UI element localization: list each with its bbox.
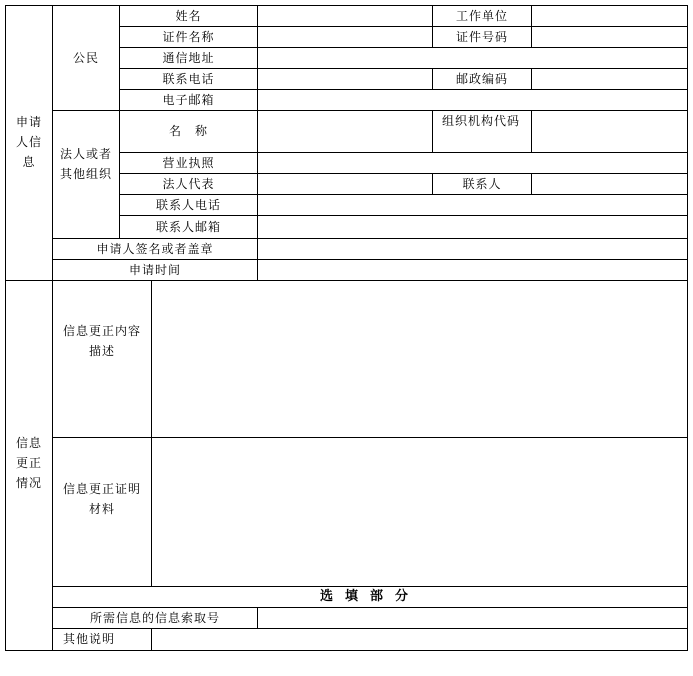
notes-field[interactable] bbox=[152, 629, 687, 650]
legal-rep-label: 法人代表 bbox=[162, 177, 215, 191]
name-field[interactable] bbox=[258, 6, 432, 26]
address-label: 通信地址 bbox=[162, 51, 215, 65]
divider bbox=[432, 110, 433, 152]
workplace-label: 工作单位 bbox=[455, 9, 508, 23]
postcode-field[interactable] bbox=[532, 69, 687, 89]
contact-field[interactable] bbox=[532, 174, 687, 194]
correction-section-label: 信息更正情况 bbox=[15, 436, 42, 490]
contact-email-field[interactable] bbox=[258, 216, 687, 238]
notes-label: 其他说明 bbox=[62, 632, 115, 646]
index-label: 所需信息的信息索取号 bbox=[89, 611, 220, 625]
contact-phone-label: 联系人电话 bbox=[155, 198, 221, 212]
contact-label: 联系人 bbox=[462, 177, 502, 191]
org-name-field[interactable] bbox=[258, 111, 432, 152]
license-field[interactable] bbox=[258, 153, 687, 173]
signature-label: 申请人签名或者盖章 bbox=[96, 242, 214, 256]
signature-field[interactable] bbox=[258, 239, 687, 259]
org-code-label: 组织机构代码 bbox=[441, 114, 520, 128]
address-field[interactable] bbox=[258, 48, 687, 68]
divider bbox=[52, 5, 53, 651]
description-field[interactable] bbox=[152, 281, 687, 437]
id-type-label: 证件名称 bbox=[162, 30, 215, 44]
license-label: 营业执照 bbox=[162, 156, 215, 170]
phone-label: 联系电话 bbox=[162, 72, 215, 86]
evidence-label: 信息更正证明材料 bbox=[62, 482, 141, 516]
contact-phone-field[interactable] bbox=[258, 195, 687, 215]
table-border-bottom bbox=[5, 650, 688, 651]
name-label: 姓名 bbox=[175, 9, 202, 23]
optional-header: 选填部分 bbox=[319, 589, 420, 604]
table-border-right bbox=[687, 5, 688, 651]
id-number-field[interactable] bbox=[532, 27, 687, 47]
email-field[interactable] bbox=[258, 90, 687, 110]
email-label: 电子邮箱 bbox=[162, 93, 215, 107]
index-field[interactable] bbox=[258, 608, 687, 628]
workplace-field[interactable] bbox=[532, 6, 687, 26]
id-type-field[interactable] bbox=[258, 27, 432, 47]
date-field[interactable] bbox=[258, 260, 687, 280]
legal-rep-field[interactable] bbox=[258, 174, 432, 194]
description-label: 信息更正内容描述 bbox=[62, 324, 141, 358]
phone-field[interactable] bbox=[258, 69, 432, 89]
org-code-field[interactable] bbox=[532, 111, 687, 152]
contact-email-label: 联系人邮箱 bbox=[155, 220, 221, 234]
postcode-label: 邮政编码 bbox=[455, 72, 508, 86]
table-border-left bbox=[5, 5, 6, 651]
citizen-group-label: 公民 bbox=[72, 51, 99, 65]
date-label: 申请时间 bbox=[128, 263, 181, 277]
applicant-section-label: 申请人信息 bbox=[15, 115, 42, 169]
organization-group-label: 法人或者其他组织 bbox=[60, 147, 113, 181]
evidence-field[interactable] bbox=[152, 438, 687, 586]
id-number-label: 证件号码 bbox=[455, 30, 508, 44]
org-name-label: 名 称 bbox=[168, 124, 208, 138]
